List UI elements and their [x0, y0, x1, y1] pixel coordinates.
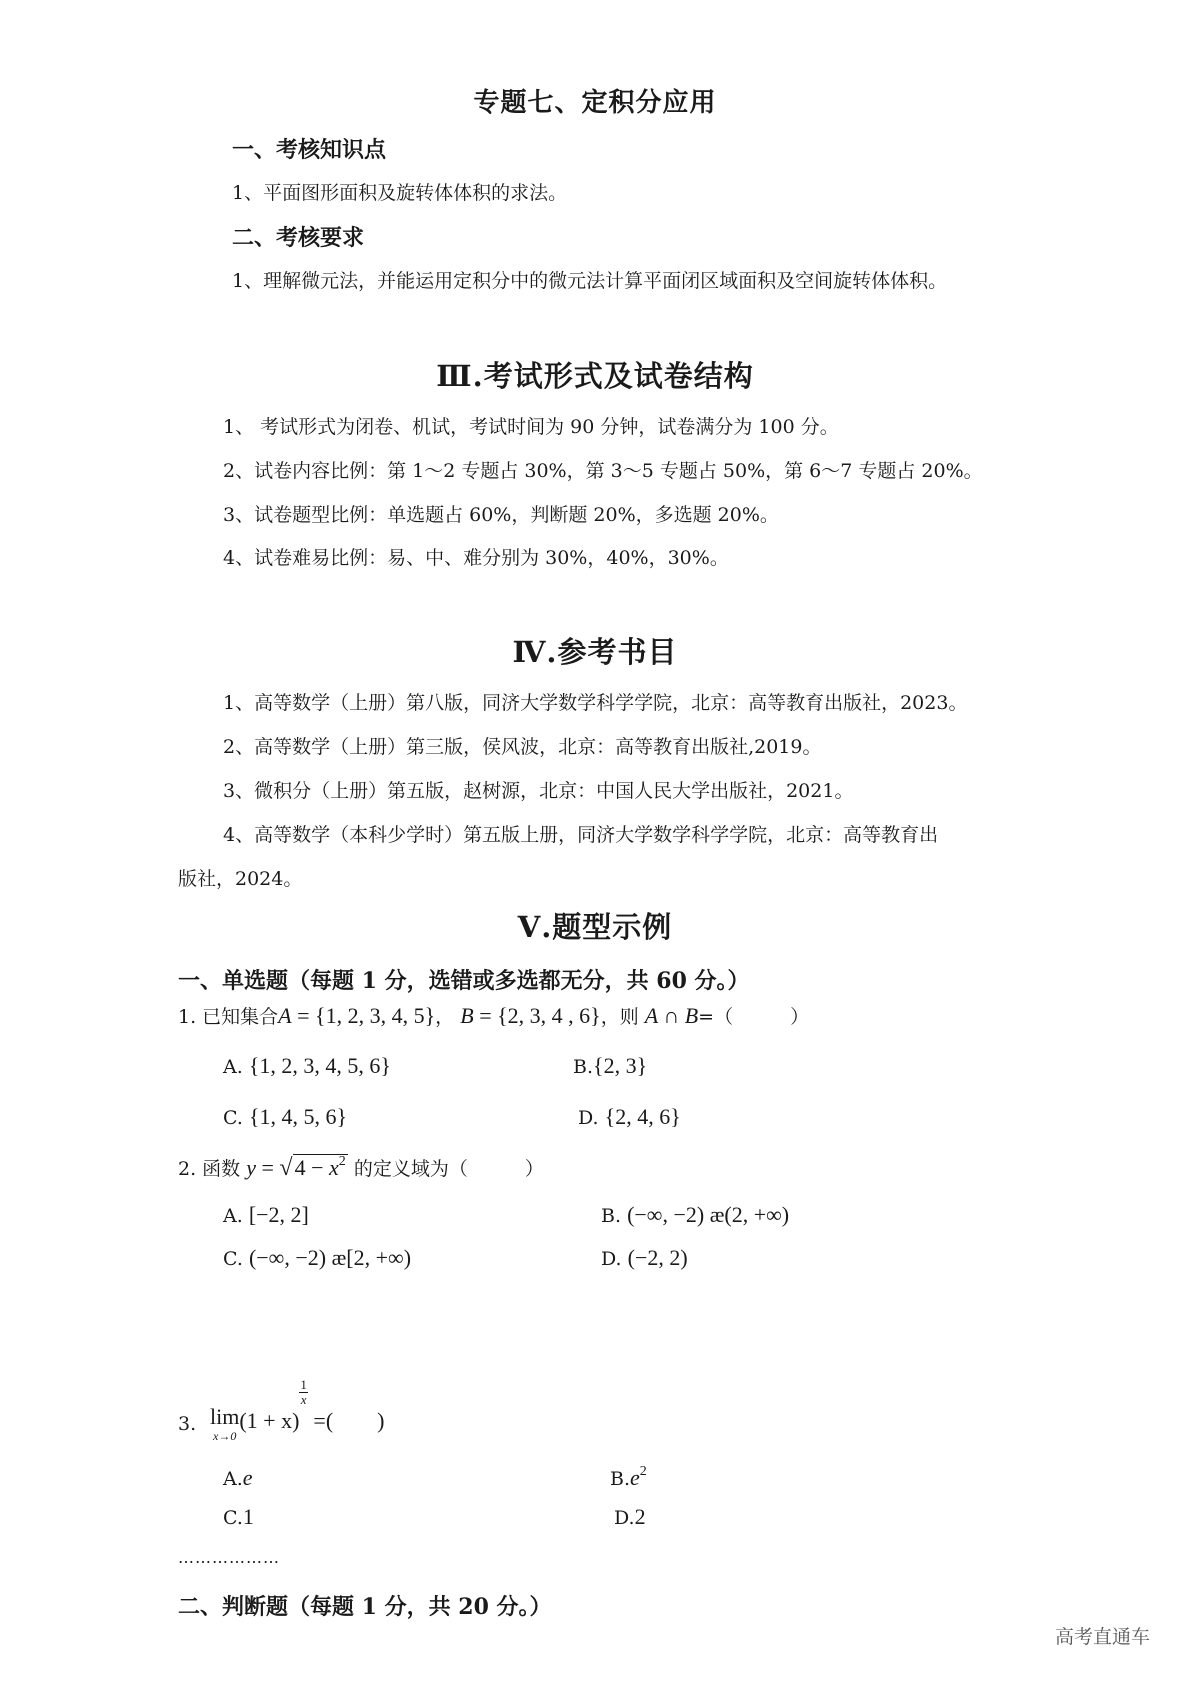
- set-b: {2, 3, 4 , 6}: [497, 1003, 601, 1028]
- q2-option-a: [223, 1202, 309, 1228]
- lim-text: lim: [210, 1404, 240, 1429]
- q1-sep: ，: [435, 1006, 455, 1028]
- section-3-item: 4、试卷难易比例：易、中、难分别为 30%，40%，30%。: [223, 547, 729, 569]
- exponent-numerator: 1: [300, 1377, 307, 1392]
- option-value: [−2, 2]: [248, 1202, 309, 1227]
- option-value: (−∞, −2) æ[2, +∞): [248, 1245, 412, 1270]
- judge-heading: 二、判断题（每题 1 分，共 20 分。）: [178, 1594, 552, 1620]
- q1-option-b: [573, 1053, 647, 1079]
- option-value: {2, 4, 6}: [604, 1104, 681, 1129]
- option-value: {1, 4, 5, 6}: [248, 1104, 348, 1129]
- q1-then: ，则: [600, 1006, 639, 1028]
- q1-paren: =（ ）: [698, 1006, 810, 1028]
- section-3-item: 1、 考试形式为闭卷、机试，考试时间为 90 分钟，试卷满分为 100 分。: [223, 416, 839, 438]
- limit-suffix: =( ): [307, 1408, 385, 1433]
- section-5-title: Ⅴ.题型示例: [517, 910, 673, 944]
- q2-option-d: [601, 1245, 688, 1271]
- reference-item-4-line-1: 4、高等数学（本科少学时）第五版上册，同济大学数学科学学院，北京：高等教育出: [223, 824, 939, 846]
- question-2-suffix: 的定义域为（ ）: [353, 1158, 544, 1180]
- reference-item: 1、高等数学（上册）第八版，同济大学数学科学学院，北京：高等教育出版社，2023。: [223, 692, 968, 714]
- func-y: y: [246, 1155, 256, 1180]
- reference-item: 2、高等数学（上册）第三版，侯风波，北京：高等教育出版社,2019。: [223, 736, 822, 758]
- set-a-var: A: [278, 1003, 292, 1028]
- option-value: (−2, 2): [627, 1245, 688, 1270]
- option-label: B.: [573, 1056, 594, 1078]
- knowledge-item-1: 1、平面图形面积及旋转体体积的求法。: [232, 182, 568, 204]
- option-label: A.: [223, 1056, 243, 1078]
- q3-option-d: [614, 1504, 646, 1530]
- set-a: {1, 2, 3, 4, 5}: [315, 1003, 436, 1028]
- option-label: D.: [614, 1507, 635, 1529]
- func-eq: =: [255, 1155, 280, 1180]
- q1-option-c: [223, 1104, 347, 1130]
- option-label: B.: [610, 1468, 631, 1490]
- ellipsis: ………………: [178, 1548, 280, 1567]
- q1-option-d: [578, 1104, 681, 1130]
- limit-exponent: [299, 1378, 308, 1407]
- watermark: 高考直通车: [1054, 1626, 1150, 1648]
- option-label: C.: [223, 1107, 243, 1129]
- option-label: C.: [223, 1507, 243, 1529]
- radicand-x: x: [329, 1155, 339, 1180]
- requirements-item-1: 1、理解微元法，并能运用定积分中的微元法计算平面闭区域面积及空间旋转体体积。: [232, 270, 948, 292]
- requirements-heading: 二、考核要求: [232, 225, 365, 251]
- question-1: [178, 1002, 809, 1029]
- section-3-title: Ⅲ.考试形式及试卷结构: [436, 359, 754, 393]
- single-choice-heading: 一、单选题（每题 1 分，选错或多选都无分，共 60 分。）: [178, 968, 750, 994]
- sqrt-expression: [279, 1155, 347, 1182]
- knowledge-heading: 一、考核知识点: [232, 137, 387, 163]
- option-value: {2, 3}: [593, 1053, 648, 1078]
- radicand-exponent: 2: [338, 1154, 346, 1169]
- set-a-eq: =: [291, 1003, 316, 1028]
- exponent-denominator: x: [300, 1392, 307, 1407]
- q1-option-a: [223, 1053, 391, 1079]
- q3-option-c: [223, 1504, 254, 1530]
- option-value: e: [630, 1465, 640, 1490]
- intersection-expr: A ∩ B: [644, 1003, 699, 1028]
- limit-operator: [210, 1404, 239, 1442]
- option-value: 1: [242, 1504, 254, 1529]
- option-exponent: 2: [639, 1464, 647, 1479]
- reference-item-4-line-2: 版社，2024。: [178, 868, 303, 890]
- section-3-item: 3、试卷题型比例：单选题占 60%，判断题 20%，多选题 20%。: [223, 504, 779, 526]
- question-1-prefix: 1. 已知集合: [178, 1006, 279, 1028]
- q3-option-a: [223, 1465, 253, 1491]
- question-2-prefix: 2. 函数: [178, 1158, 241, 1180]
- radical-sign: √: [279, 1155, 293, 1181]
- q2-option-c: [223, 1245, 411, 1271]
- set-b-var: B: [460, 1003, 474, 1028]
- option-label: D.: [601, 1248, 622, 1270]
- radicand-const: 4 −: [294, 1155, 329, 1180]
- option-value: {1, 2, 3, 4, 5, 6}: [248, 1053, 391, 1078]
- question-3-prefix: 3.: [178, 1413, 197, 1435]
- q3-option-b: [610, 1465, 647, 1491]
- option-value: 2: [634, 1504, 646, 1529]
- question-2: [178, 1154, 544, 1182]
- section-4-title: Ⅳ.参考书目: [512, 635, 678, 669]
- option-value: (−∞, −2) æ(2, +∞): [627, 1202, 790, 1227]
- reference-item: 3、微积分（上册）第五版，赵树源，北京：中国人民大学出版社，2021。: [223, 780, 854, 802]
- q2-option-b: [601, 1202, 789, 1228]
- limit-body: (1 + x): [239, 1408, 300, 1433]
- topic-title: 专题七、定积分应用: [473, 88, 717, 118]
- question-3-limit: [210, 1377, 385, 1443]
- set-b-eq: =: [473, 1003, 498, 1028]
- option-label: D.: [578, 1107, 599, 1129]
- option-label: A.: [223, 1205, 243, 1227]
- option-value: e: [242, 1465, 253, 1490]
- lim-subscript: x→0: [213, 1429, 237, 1443]
- option-label: A.: [223, 1468, 243, 1490]
- option-label: C.: [223, 1248, 243, 1270]
- section-3-item: 2、试卷内容比例：第 1～2 专题占 30%，第 3～5 专题占 50%，第 6～7 专题占 20%。: [223, 460, 983, 482]
- option-label: B.: [601, 1205, 622, 1227]
